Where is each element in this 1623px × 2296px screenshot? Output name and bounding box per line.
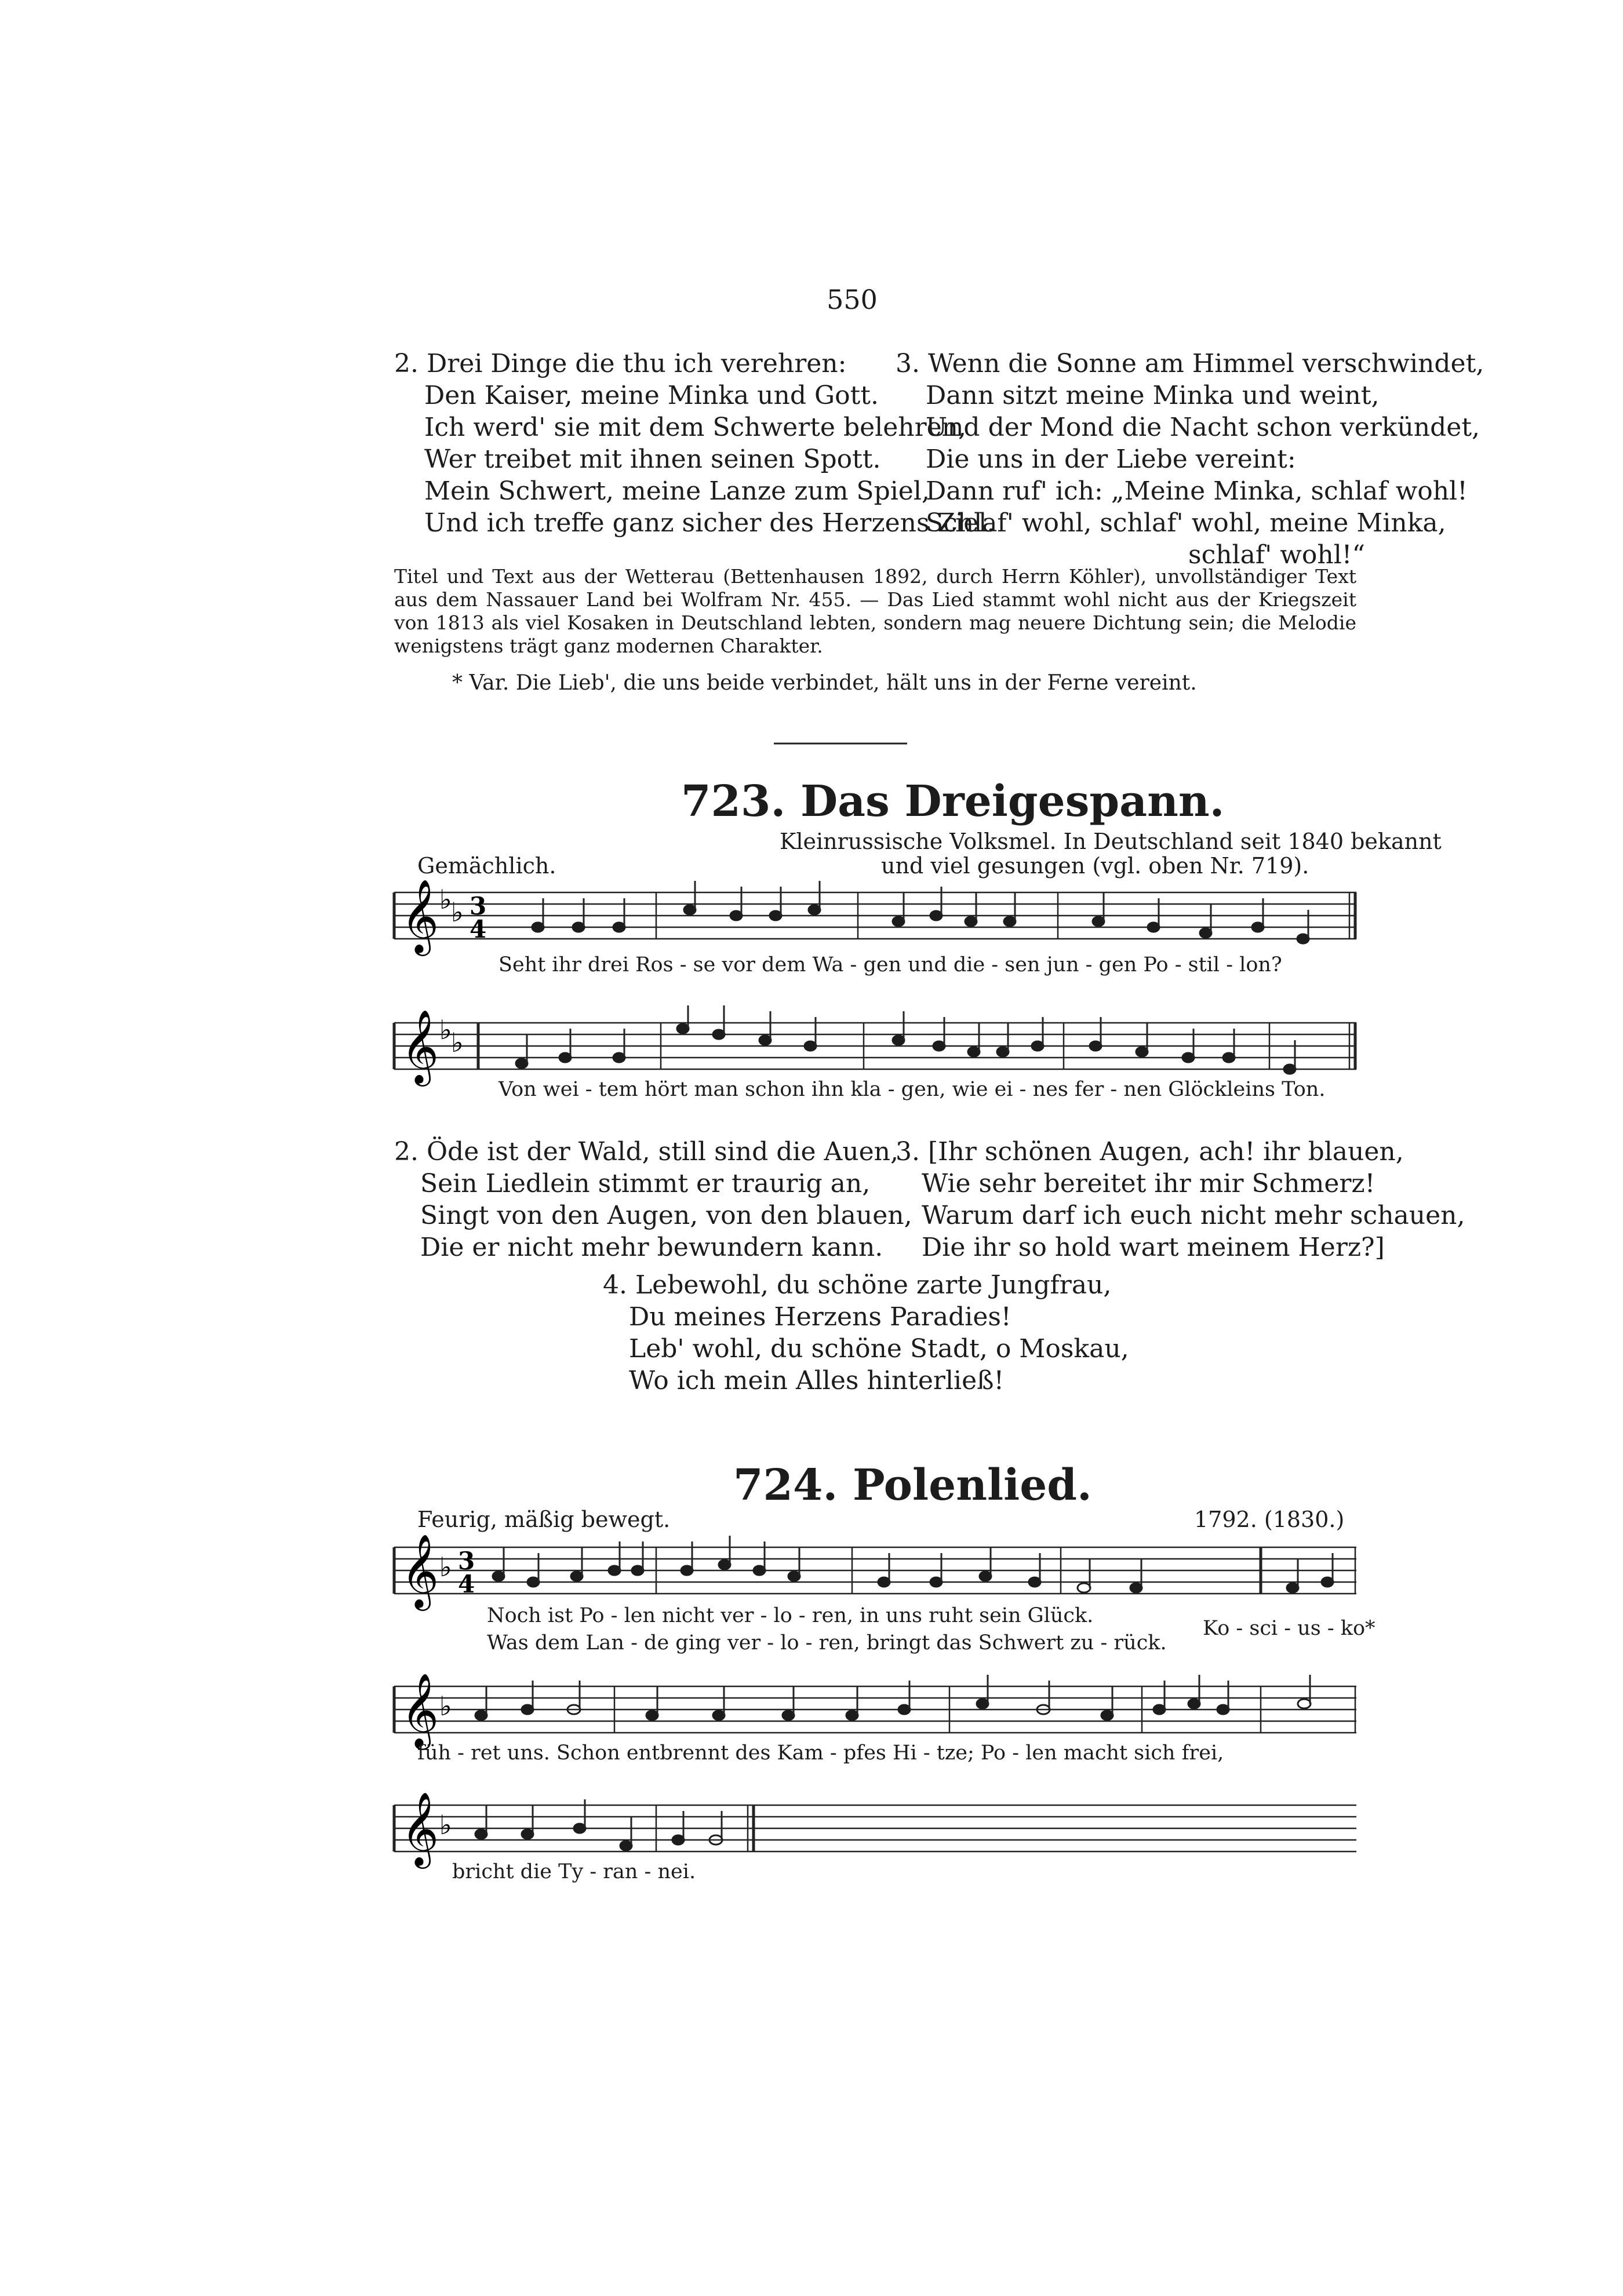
song-723-title: 723. Das Dreigespann. [681, 777, 1225, 826]
svg-text:♭: ♭ [439, 884, 452, 915]
song-723-source-1: Kleinrussische Volksmel. In Deutschland seit 1840 bekannt [780, 829, 1442, 854]
svg-text:𝄞: 𝄞 [401, 879, 439, 953]
song-724-tempo: Feurig, mäßig bewegt. [417, 1507, 671, 1532]
prev-verse-2: 2. Drei Dinge die thu ich verehren: Den Kaiser, meine Minka und Gott. Ich werd' sie mit dem Schwerte belehren, Wer treibet mit ihnen seinen Spott. Mein Schwert, meine Lanze zum Spiel, Und ich treffe ganz sicher des Herzens Ziel. [394, 349, 995, 538]
song-723-lyrics-1: Seht ihr drei Ros - se vor dem Wa - gen und die - sen jun - gen Po - stil - lon? [498, 953, 1282, 976]
svg-text:𝄞: 𝄞 [401, 1791, 439, 1865]
svg-text:𝄞: 𝄞 [401, 1533, 439, 1608]
source-notes: Titel und Text aus der Wetterau (Bettenhausen 1892, durch Herrn Köhler), unvollständiger Text aus dem Nassauer Land bei Wolfram Nr. 455. — Das Lied stammt wohl nicht aus der Kriegszeit von 1813 als viel Kosaken in Deutschland lebten, sondern mag neuere Dichtung sein; die Melodie wenigstens trägt ganz modernen Charakter. [394, 565, 1356, 657]
ts-724-top: 3 [458, 1547, 475, 1575]
song-724-kosciusko: Ko - sci - us - ko* [1203, 1617, 1375, 1640]
ts-723-top: 3 [470, 892, 487, 920]
song-723-verse-4: 4. Lebewohl, du schöne zarte Jungfrau, Du meines Herzens Paradies! Leb' wohl, du schöne Stadt, o Moskau, Wo ich mein Alles hinterließ! [603, 1270, 1129, 1395]
ts-724-bottom: 4 [458, 1570, 475, 1598]
song-723-lyrics-2: Von wei - tem hört man schon ihn kla - gen, wie ei - nes fer - nen Glöckleins Ton. [498, 1078, 1326, 1101]
ts-723-bottom: 4 [470, 915, 487, 943]
song-723-source-2: und viel gesungen (vgl. oben Nr. 719). [881, 853, 1309, 879]
svg-text:♭: ♭ [439, 1809, 452, 1841]
svg-text:♭: ♭ [451, 1027, 464, 1058]
song-723-verse-2: 2. Öde ist der Wald, still sind die Auen, Sein Liedlein stimmt er traurig an, Singt von den Augen, von den blauen, Die er nicht mehr bewundern kann. [394, 1137, 912, 1262]
prev-verse-3: 3. Wenn die Sonne am Himmel verschwindet, Dann sitzt meine Minka und weint, Und der Mond die Nacht schon verkündet, Die uns in der Liebe vereint: Dann ruf' ich: „Meine Minka, schlaf wohl! Schlaf' wohl, schlaf' wohl, meine Minka, schlaf' wohl!“ [896, 349, 1484, 570]
svg-text:♭: ♭ [439, 1551, 452, 1583]
variant-note: * Var. Die Lieb', die uns beide verbindet, hält uns in der Ferne vereint. [452, 671, 1197, 695]
song-724-lyrics-2: füh - ret uns. Schon entbrennt des Kam - pfes Hi - tze; Po - len macht sich frei, [417, 1741, 1224, 1765]
song-724-lyrics-a: Noch ist Po - len nicht ver - lo - ren, in uns ruht sein Glück. [487, 1604, 1094, 1627]
svg-text:♭: ♭ [439, 1014, 452, 1045]
svg-text:♭: ♭ [451, 896, 464, 928]
song-724-title: 724. Polenlied. [733, 1460, 1092, 1510]
song-724-lyrics-b: Was dem Lan - de ging ver - lo - ren, bringt das Schwert zu - rück. [487, 1631, 1167, 1654]
page-number: 550 [827, 284, 878, 315]
svg-text:♭: ♭ [439, 1690, 452, 1722]
svg-text:𝄞: 𝄞 [401, 1009, 439, 1083]
section-divider [774, 742, 907, 745]
song-724-lyrics-3: bricht die Ty - ran - nei. [452, 1860, 696, 1883]
song-723-tempo: Gemächlich. [417, 853, 556, 879]
song-723-verse-3: 3. [Ihr schönen Augen, ach! ihr blauen, Wie sehr bereitet ihr mir Schmerz! Warum darf ich euch nicht mehr schauen, Die ihr so hold wart meinem Herz?] [896, 1137, 1465, 1262]
svg-text:𝄞: 𝄞 [401, 1672, 439, 1747]
song-724-year: 1792. (1830.) [1194, 1507, 1345, 1532]
